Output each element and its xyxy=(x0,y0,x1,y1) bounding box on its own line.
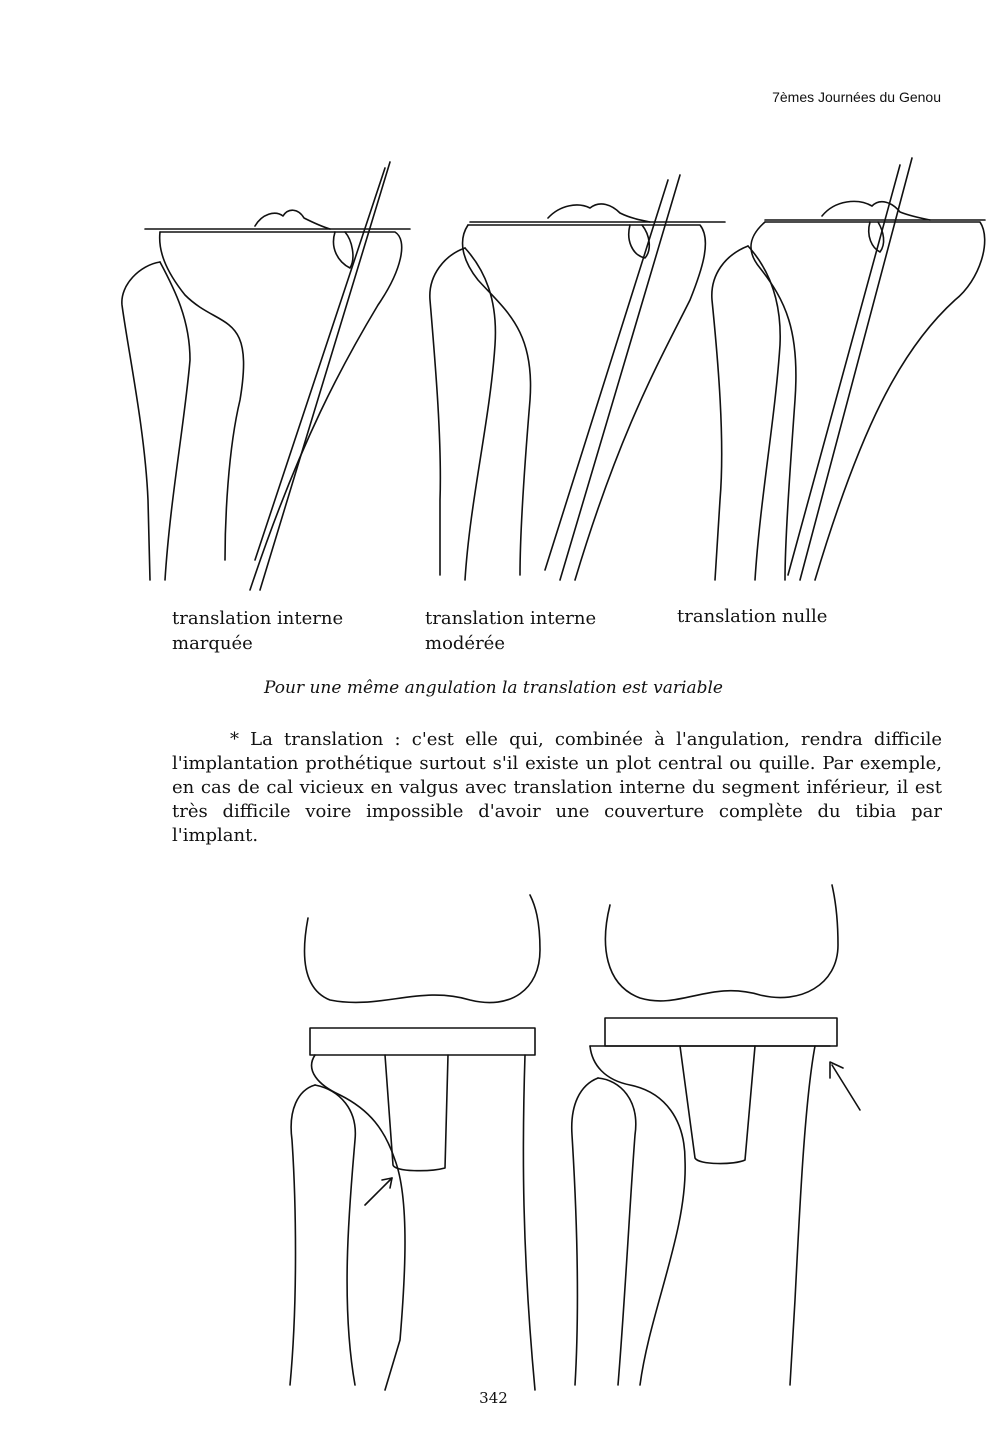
diagram-null-translation xyxy=(712,158,985,580)
tibia-translation-diagrams xyxy=(0,0,987,600)
page-number: 342 xyxy=(479,1389,508,1407)
caption-null-translation: translation nulle xyxy=(677,606,828,627)
implant-diagram-right xyxy=(572,885,860,1385)
body-paragraph: * La translation : c'est elle qui, combinée à l'angulation, rendra difficile l'implantation prothétique surtout s'il existe un plot central ou quille. Par exemple, en cas de cal vicieux en valgus avec translation interne du segment inférieur, il est très difficile voire impossible d'avoir une couverture complète du tibia par l'implant. xyxy=(172,729,942,846)
figure-subtitle: Pour une même angulation la translation est variable xyxy=(264,678,723,698)
caption-moderate-translation: translation interne modérée xyxy=(425,608,597,654)
caption-marked-translation: translation interne marquée xyxy=(172,608,344,654)
running-header: 7èmes Journées du Genou xyxy=(772,89,941,105)
diagram-moderate-translation xyxy=(430,175,725,580)
implant-diagram-left xyxy=(290,895,540,1390)
diagram-marked-translation xyxy=(122,162,410,590)
